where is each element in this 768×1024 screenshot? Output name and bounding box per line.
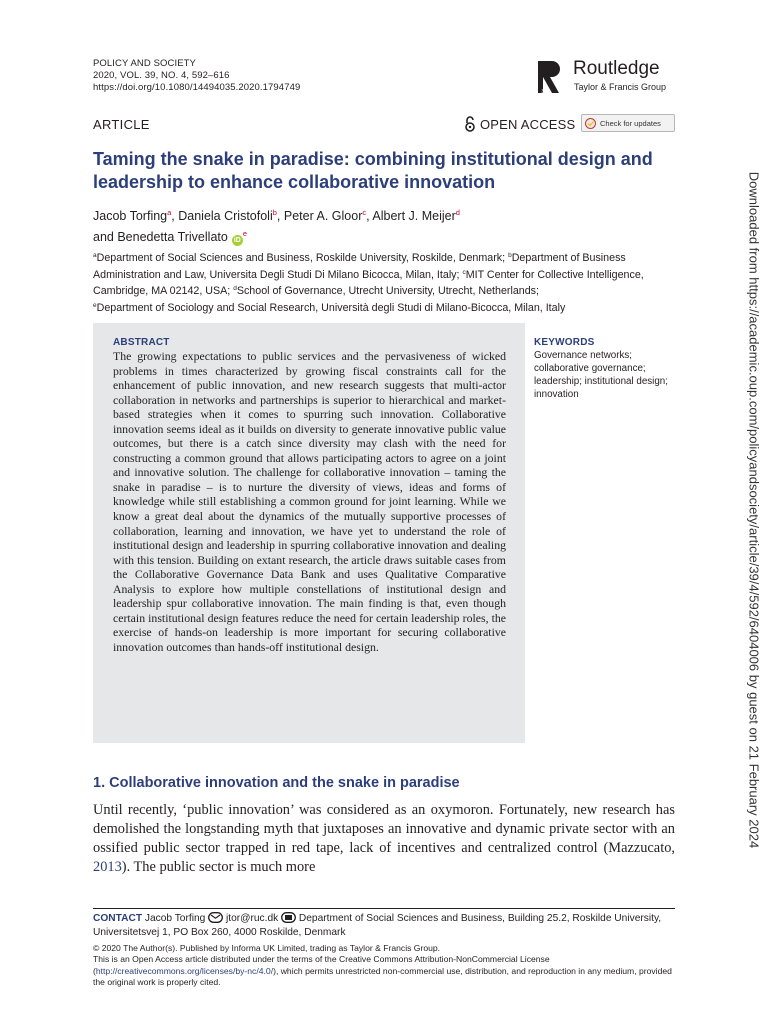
publisher-name: Routledge [573, 58, 660, 79]
affil-text: School of Governance, Utrecht University, Utrecht, Netherlands; [236, 285, 539, 298]
copyright-notice [93, 943, 683, 989]
body-paragraph [93, 801, 675, 877]
citation-link[interactable]: 2013 [93, 859, 122, 875]
affil-sup: e [93, 301, 97, 309]
orcid-icon[interactable]: iD [233, 237, 241, 244]
address-icon [281, 912, 296, 923]
publisher-logo [538, 57, 678, 114]
check-updates-button[interactable] [581, 114, 675, 132]
article-title: Taming the snake in paradise: combining institutional design and leadership to enhance collaborative innovation [93, 149, 653, 192]
author-sup[interactable]: d [455, 208, 460, 217]
affil-sup: c [462, 268, 466, 276]
body-text-end: ). The public sector is much more [121, 859, 316, 875]
license-text-end: ), which permits unrestricted non-commercial use, distribution, and reproduction in any medium, provided the original work is properly cited. [93, 965, 672, 988]
license-text-start: This is an Open Access article distributed under the terms of the Creative Commons Attribution-NonCommercial License ( [93, 954, 550, 976]
author-name[interactable]: Peter A. Gloor [283, 209, 363, 223]
author-sup[interactable]: a [167, 208, 172, 217]
contact-name: Jacob Torfing [142, 913, 209, 924]
author-name[interactable]: Albert J. Meijer [372, 209, 456, 223]
contact-info [93, 912, 675, 939]
routledge-logo-icon [538, 59, 564, 114]
download-watermark [746, 171, 762, 849]
affil-sup: b [508, 252, 512, 259]
download-note: Downloaded from https://academic.oup.com/policyandsociety/article/39/4/592/6404006 by guest on 21 February 2024 [746, 171, 762, 849]
author-sup[interactable]: c [362, 208, 367, 217]
open-lock-icon [464, 116, 476, 132]
crossmark-icon [585, 118, 596, 129]
journal-doi[interactable]: https://doi.org/10.1080/14494035.2020.1794749 [93, 82, 301, 93]
affil-sup: d [233, 285, 237, 293]
affil-text: Department of Social Sciences and Business, Roskilde University, Roskilde, Denmark; [96, 252, 509, 264]
author-list [93, 204, 693, 246]
author-sep: , [171, 209, 179, 223]
keywords-text: Governance networks; collaborative governance; leadership; institutional design; innovation [534, 350, 668, 400]
email-icon [208, 912, 223, 923]
publisher-sub: Taylor & Francis Group [574, 82, 667, 92]
affil-text: Department of Business Administration and Law, Universita Degli Studi Di Milano Bicocca, Milan, Italy; [93, 252, 626, 281]
author-name[interactable]: and Benedetta Trivellato [93, 230, 228, 244]
author-name[interactable]: Daniela Cristofoli [178, 209, 273, 223]
open-access-text: OPEN ACCESS [480, 116, 576, 132]
affil-sup: a [93, 252, 97, 259]
article-type: ARTICLE [93, 117, 150, 132]
contact-label: CONTACT [93, 913, 143, 924]
affiliations [93, 249, 683, 315]
contact-email[interactable]: jtor@ruc.dk [225, 913, 279, 924]
keywords-heading: KEYWORDS [534, 337, 595, 348]
abstract-text: The growing expectations to public services and the pervasiveness of wicked problems in times characterized by growing fiscal constraints call for the enhancement of public innovation, and new research suggests that multi-actor collaboration in networks and partnerships is superior to hierarchical and market-based strategies when it comes to spurring such innovation. Collaborative innovation seems ideal as it builds on diversity to generate innovative public value outcomes, but there is a catch since diversity may clash with the need for constructing a common ground that allows participating actors to agree on a joint and innovative solution. The challenge for collaborative innovation – taming the snake in paradise – is to nurture the diversity of views, ideas and forms of knowledge while still establishing a common ground for joint learning. While we know a great deal about the dynamics of the mutually supportive processes of collaboration, learning and innovation, we have yet to understand the role of institutional design and leadership in spurring collaborative innovation and dealing with this tension. Building on extant research, the article draws suitable cases from the Collaborative Governance Data Bank and uses Qualitative Comparative Analysis to explore how multiple constellations of institutional design and leadership spur collaborative innovation. The main finding is that, even though certain institutional design features reduce the need for certain leadership roles, the exercise of hands-on leadership is more important for securing collaborative innovation outcomes than hands-off institutional design. [113, 349, 506, 654]
contact-address: Department of Social Sciences and Business, Building 25.2, Roskilde University, Universitetsvej 1, PO Box 260, 4000 Roskilde, Denmark [93, 913, 662, 938]
copyright-line: © 2020 The Author(s). Published by Informa UK Limited, trading as Taylor & Francis Group. [93, 943, 441, 953]
footer-divider [93, 908, 675, 909]
author-sup[interactable]: b [272, 208, 277, 217]
journal-info [93, 58, 300, 94]
affil-text: Department of Sociology and Social Research, Università degli Studi di Milano-Bicocca, Milan, Italy [96, 301, 566, 314]
license-link[interactable]: http://creativecommons.org/licenses/by-nc/4.0/ [95, 965, 274, 976]
affil-text: MIT Center for Collective Intelligence, Cambridge, MA 02142, USA; [93, 268, 644, 298]
check-updates-label: Check for updates [600, 118, 661, 128]
journal-name: POLICY AND SOCIETY [93, 58, 196, 69]
license-line [93, 954, 683, 988]
author-sep: , [276, 209, 284, 223]
logo-mark-text: ROUTLEDGE [540, 89, 546, 114]
journal-volume: 2020, VOL. 39, NO. 4, 592–616 [93, 70, 230, 81]
open-access-label [464, 116, 575, 132]
body-text-start: Until recently, ‘public innovation’ was considered as an oxymoron. Fortunately, new research has demolished the longstanding myth that juxtaposes an innovative and dynamic private sector with an ossified public sector trapped in red tape, lack of incentives and centralized control (Mazzucato, [93, 802, 675, 856]
abstract-heading: ABSTRACT [113, 337, 170, 348]
author-sep: , [366, 209, 373, 223]
author-name[interactable]: Jacob Torfing [93, 209, 168, 223]
section-heading: 1. Collaborative innovation and the snake in paradise [93, 775, 460, 791]
author-sup[interactable]: e [242, 229, 247, 238]
